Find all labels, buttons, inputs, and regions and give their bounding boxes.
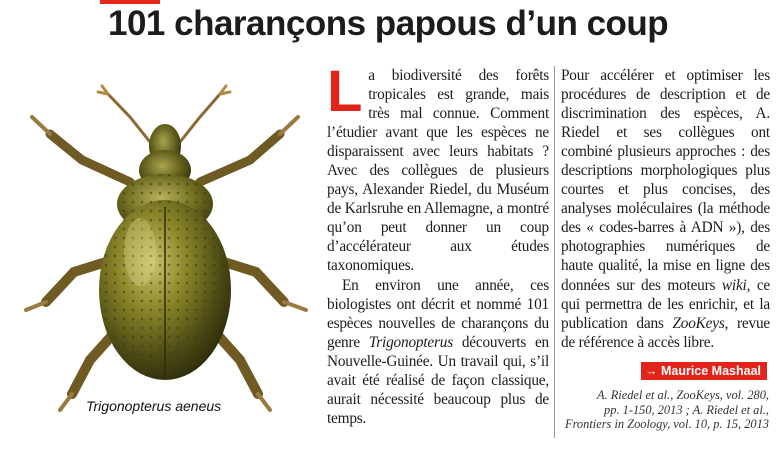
reference-line: pp. 1-150, 2013 ; A. Riedel et al., (604, 402, 769, 417)
reference-line: A. Riedel et al., ZooKeys, vol. 280, (596, 388, 769, 402)
article-column-2 (561, 66, 770, 352)
author-signature: → Maurice Mashaal (641, 362, 767, 380)
paragraph-2 (327, 276, 549, 428)
paragraph-3-text-b: , ce qui permettra de les enrichir, et la publication dans (561, 276, 770, 332)
paragraph-3 (561, 66, 770, 352)
article-column-1 (327, 59, 549, 428)
drop-cap: L (327, 59, 363, 124)
zookeys-term: ZooKeys (672, 314, 725, 332)
paragraph-3-text-c: , revue de référence à accès libre. (561, 314, 771, 351)
paragraph-2-text-a: En environ une année, ces biologistes ont décrit et nommé 101 espèces nouvelles de charançons du genre (327, 276, 549, 351)
beetle-photo (12, 72, 317, 417)
bibliographic-reference (560, 388, 769, 432)
article-title: 101 charançons papous d’un coup (108, 4, 669, 43)
paragraph-3-text-a: Pour accélérer et optimiser les procédures de description et de discrimination des espèces, A. Riedel et ses collègues ont combiné plusieurs approches : des descriptions morphologiques plus courtes et plus concises, des analyses moléculaires (la méthode des « codes-barres à ADN »), des photographies numériques de haute qualité, la mise en ligne des données sur des moteurs (561, 67, 770, 294)
paragraph-1 (327, 59, 549, 276)
genus-name: Trigonopterus (368, 333, 453, 351)
paragraph-2-text-b: découverts en Nouvelle-Guinée. Un travail qui, s’il avait été réalisé de façon classique, aurait nécessité beaucoup plus de temps. (327, 333, 549, 427)
reference-line: Frontiers in Zoology, vol. 10, p. 15, 2013 (565, 417, 769, 431)
column-divider (554, 66, 555, 438)
paragraph-1-text: a biodiversité des forêts tropicales est grande, mais très mal connue. Comment l’étudier avant que les espèces ne disparaissent avec leurs habitats ? Avec des collègues de plusieurs pays, Alexander Riedel, du Muséum de Karlsruhe en Allemagne, a montré qu’on peut donner un coup d’accélérateur aux études taxonomiques. (327, 67, 549, 275)
photo-caption: Trigonopterus aeneus (86, 398, 222, 414)
wiki-term: wiki (721, 276, 747, 294)
